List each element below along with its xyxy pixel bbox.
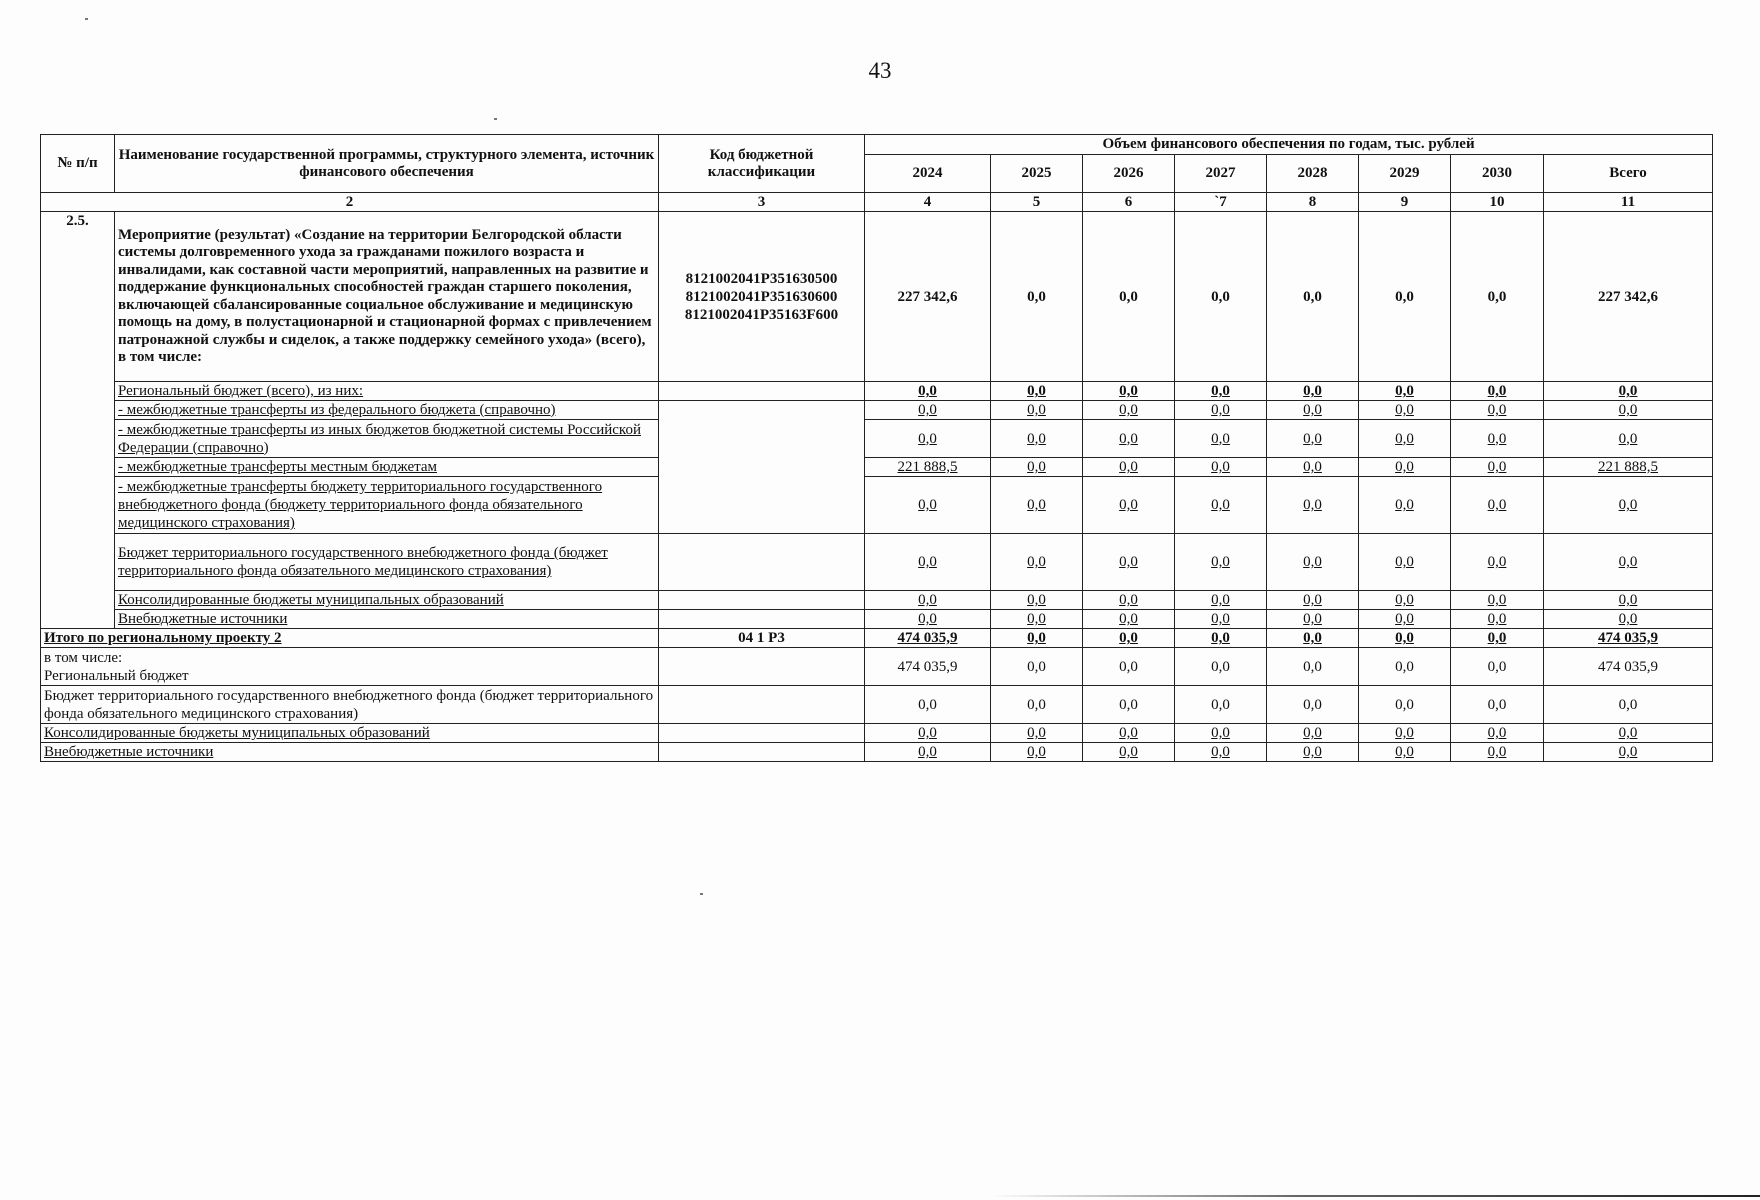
funding-source-row xyxy=(41,610,1713,629)
value-cell: 0,0 xyxy=(1544,610,1713,629)
value-cell: 0,0 xyxy=(1451,458,1544,477)
value-cell: 0,0 xyxy=(1083,648,1175,686)
value-cell: 0,0 xyxy=(1267,458,1359,477)
value-cell: 0,0 xyxy=(865,591,991,610)
value-cell: 0,0 xyxy=(1175,610,1267,629)
value-cell: 0,0 xyxy=(1451,591,1544,610)
value-cell: 0,0 xyxy=(1451,724,1544,743)
header-year: 2025 xyxy=(991,155,1083,193)
funding-source-name: Региональный бюджет (всего), из них: xyxy=(115,382,659,401)
value-cell: 0,0 xyxy=(1359,743,1451,762)
value-cell: 0,0 xyxy=(1359,686,1451,724)
value-cell: 0,0 xyxy=(1175,686,1267,724)
value-cell: 0,0 xyxy=(1175,648,1267,686)
measure-number: 2.5. xyxy=(41,212,115,629)
value-cell: 0,0 xyxy=(991,534,1083,591)
funding-source-row xyxy=(41,534,1713,591)
value-cell: 0,0 xyxy=(991,686,1083,724)
code-cell-empty xyxy=(659,724,865,743)
value-cell: 0,0 xyxy=(1544,724,1713,743)
value-cell: 0,0 xyxy=(1359,648,1451,686)
value-cell: 0,0 xyxy=(1451,610,1544,629)
value-cell: 0,0 xyxy=(1175,420,1267,458)
measure-name: Мероприятие (результат) «Создание на территории Белгородской области системы долговременного ухода за гражданами пожилого возраста и инвалидами, как составной части мероприятий, направленных на развитие и поддержание функциональных способностей граждан старшего поколения, включающей сбалансированные социальное обслуживание и медицинскую помощь на дому, в полустационарной и стационарной формах с привлечением патронажной службы и сиделок, а также поддержку семейного ухода» (всего), в том числе: xyxy=(115,212,659,382)
funding-source-row xyxy=(41,401,1713,420)
column-number: 4 xyxy=(865,193,991,212)
value-cell: 0,0 xyxy=(865,743,991,762)
value-cell: 0,0 xyxy=(1451,743,1544,762)
code-cell-empty xyxy=(659,743,865,762)
value-cell: 0,0 xyxy=(991,420,1083,458)
project-total-source-name xyxy=(41,648,659,686)
value-cell: 0,0 xyxy=(1175,458,1267,477)
value-cell: 0,0 xyxy=(1267,420,1359,458)
value-cell: 0,0 xyxy=(1544,401,1713,420)
value-cell: 0,0 xyxy=(1083,724,1175,743)
source-name-line: в том числе: xyxy=(44,649,123,666)
value-cell: 0,0 xyxy=(1175,401,1267,420)
value-cell: 0,0 xyxy=(865,420,991,458)
value-cell: 0,0 xyxy=(865,382,991,401)
value-cell: 0,0 xyxy=(1359,401,1451,420)
funding-source-row xyxy=(41,458,1713,477)
value-cell: 0,0 xyxy=(991,477,1083,534)
source-name-line: Региональный бюджет xyxy=(44,667,189,684)
value-cell: 0,0 xyxy=(1083,743,1175,762)
value-cell: 0,0 xyxy=(1267,477,1359,534)
column-number: 5 xyxy=(991,193,1083,212)
value-cell: 0,0 xyxy=(1359,477,1451,534)
value-cell: 0,0 xyxy=(1267,648,1359,686)
value-cell: 221 888,5 xyxy=(1544,458,1713,477)
value-cell: 0,0 xyxy=(1267,382,1359,401)
measure-codes xyxy=(659,212,865,382)
value-cell: 0,0 xyxy=(991,610,1083,629)
header-code: Код бюджетной классификации xyxy=(659,135,865,193)
value-cell: 0,0 xyxy=(1083,610,1175,629)
value-cell: 0,0 xyxy=(1175,382,1267,401)
value-cell: 0,0 xyxy=(1267,401,1359,420)
value-cell: 0,0 xyxy=(1083,686,1175,724)
value-cell: 0,0 xyxy=(991,401,1083,420)
value-cell: 0,0 xyxy=(1083,458,1175,477)
funding-source-name: - межбюджетные трансферты бюджету территориального государственного внебюджетного фонда (бюджету территориального фонда обязательного медицинского страхования) xyxy=(115,477,659,534)
value-cell: 0,0 xyxy=(1083,382,1175,401)
value-cell: 227 342,6 xyxy=(865,212,991,382)
value-cell: 0,0 xyxy=(1451,629,1544,648)
project-total-source-name: Бюджет территориального государственного внебюджетного фонда (бюджет территориального фонда обязательного медицинского страхования) xyxy=(41,686,659,724)
value-cell: 0,0 xyxy=(1175,212,1267,382)
code-cell-empty xyxy=(659,610,865,629)
scan-speck xyxy=(700,893,703,895)
value-cell: 0,0 xyxy=(1544,591,1713,610)
value-cell: 0,0 xyxy=(1544,382,1713,401)
column-numbers-row xyxy=(41,193,1713,212)
value-cell: 474 035,9 xyxy=(1544,629,1713,648)
funding-source-name: - межбюджетные трансферты из федерального бюджета (справочно) xyxy=(115,401,659,420)
value-cell: 0,0 xyxy=(991,743,1083,762)
value-cell: 0,0 xyxy=(1451,534,1544,591)
header-year: 2029 xyxy=(1359,155,1451,193)
project-total-source-row xyxy=(41,648,1713,686)
value-cell: 0,0 xyxy=(1267,534,1359,591)
value-cell: 0,0 xyxy=(1544,420,1713,458)
value-cell: 0,0 xyxy=(1544,686,1713,724)
project-total-name: Итого по региональному проекту 2 xyxy=(41,629,659,648)
value-cell: 0,0 xyxy=(991,648,1083,686)
value-cell: 0,0 xyxy=(1451,401,1544,420)
value-cell: 0,0 xyxy=(1544,743,1713,762)
budget-code: 8121002041P351630500 xyxy=(685,270,838,287)
header-year: 2026 xyxy=(1083,155,1175,193)
value-cell: 0,0 xyxy=(991,591,1083,610)
code-cell-empty xyxy=(659,534,865,591)
funding-source-name: - межбюджетные трансферты местным бюджетам xyxy=(115,458,659,477)
value-cell: 0,0 xyxy=(1083,591,1175,610)
value-cell: 0,0 xyxy=(1359,724,1451,743)
value-cell: 0,0 xyxy=(1359,534,1451,591)
value-cell: 0,0 xyxy=(1175,629,1267,648)
value-cell: 0,0 xyxy=(1359,420,1451,458)
value-cell: 0,0 xyxy=(1267,724,1359,743)
value-cell: 0,0 xyxy=(1175,534,1267,591)
header-year: 2028 xyxy=(1267,155,1359,193)
value-cell: 0,0 xyxy=(1175,743,1267,762)
code-cell-empty xyxy=(659,686,865,724)
value-cell: 0,0 xyxy=(1267,743,1359,762)
code-cell-empty xyxy=(659,401,865,534)
funding-source-row xyxy=(41,420,1713,458)
project-total-source-row xyxy=(41,743,1713,762)
column-number: 9 xyxy=(1359,193,1451,212)
value-cell: 0,0 xyxy=(1359,629,1451,648)
header-name: Наименование государственной программы, структурного элемента, источник финансового обеспечения xyxy=(115,135,659,193)
funding-source-row xyxy=(41,591,1713,610)
funding-source-name: - межбюджетные трансферты из иных бюджетов бюджетной системы Российской Федерации (справочно) xyxy=(115,420,659,458)
column-number: 6 xyxy=(1083,193,1175,212)
budget-code: 8121002041P351630600 xyxy=(685,288,838,305)
value-cell: 0,0 xyxy=(991,724,1083,743)
column-number: 2 xyxy=(41,193,659,212)
value-cell: 0,0 xyxy=(1267,212,1359,382)
funding-source-name: Внебюджетные источники xyxy=(115,610,659,629)
value-cell: 0,0 xyxy=(865,534,991,591)
header-total: Всего xyxy=(1544,155,1713,193)
project-total-row xyxy=(41,629,1713,648)
value-cell: 0,0 xyxy=(865,401,991,420)
header-year: 2027 xyxy=(1175,155,1267,193)
scan-speck xyxy=(494,118,497,120)
scan-speck xyxy=(85,18,88,20)
column-number: 10 xyxy=(1451,193,1544,212)
column-number: 11 xyxy=(1544,193,1713,212)
project-total-source-row xyxy=(41,724,1713,743)
project-total-source-row xyxy=(41,686,1713,724)
value-cell: 474 035,9 xyxy=(865,648,991,686)
value-cell: 0,0 xyxy=(1451,212,1544,382)
column-number: 8 xyxy=(1267,193,1359,212)
value-cell: 0,0 xyxy=(1175,591,1267,610)
funding-source-name: Бюджет территориального государственного внебюджетного фонда (бюджет территориального фонда обязательного медицинского страхования) xyxy=(115,534,659,591)
value-cell: 0,0 xyxy=(1359,591,1451,610)
code-cell-empty xyxy=(659,648,865,686)
financing-table xyxy=(40,134,1713,762)
value-cell: 0,0 xyxy=(1083,629,1175,648)
value-cell: 0,0 xyxy=(1359,382,1451,401)
value-cell: 0,0 xyxy=(1083,401,1175,420)
value-cell: 0,0 xyxy=(1359,610,1451,629)
value-cell: 0,0 xyxy=(1451,686,1544,724)
value-cell: 0,0 xyxy=(1083,534,1175,591)
measure-row xyxy=(41,212,1713,382)
value-cell: 0,0 xyxy=(865,477,991,534)
value-cell: 0,0 xyxy=(991,212,1083,382)
funding-source-row xyxy=(41,382,1713,401)
value-cell: 0,0 xyxy=(1267,610,1359,629)
value-cell: 0,0 xyxy=(865,686,991,724)
value-cell: 474 035,9 xyxy=(865,629,991,648)
project-total-source-name: Консолидированные бюджеты муниципальных образований xyxy=(41,724,659,743)
value-cell: 0,0 xyxy=(1359,458,1451,477)
value-cell: 0,0 xyxy=(1544,534,1713,591)
value-cell: 0,0 xyxy=(1359,212,1451,382)
value-cell: 0,0 xyxy=(1175,724,1267,743)
column-number: 3 xyxy=(659,193,865,212)
budget-code: 8121002041P35163F600 xyxy=(684,306,839,323)
header-year: 2024 xyxy=(865,155,991,193)
project-total-source-name: Внебюджетные источники xyxy=(41,743,659,762)
value-cell: 0,0 xyxy=(865,724,991,743)
code-cell-empty xyxy=(659,591,865,610)
value-cell: 0,0 xyxy=(1267,686,1359,724)
funding-source-name: Консолидированные бюджеты муниципальных образований xyxy=(115,591,659,610)
header-year: 2030 xyxy=(1451,155,1544,193)
value-cell: 221 888,5 xyxy=(865,458,991,477)
value-cell: 0,0 xyxy=(1083,212,1175,382)
code-cell-empty xyxy=(659,382,865,401)
column-number: `7 xyxy=(1175,193,1267,212)
value-cell: 0,0 xyxy=(1451,382,1544,401)
project-total-code: 04 1 Р3 xyxy=(659,629,865,648)
value-cell: 0,0 xyxy=(1175,477,1267,534)
value-cell: 0,0 xyxy=(1267,629,1359,648)
value-cell: 0,0 xyxy=(1083,477,1175,534)
header-num: № п/п xyxy=(41,135,115,193)
value-cell: 0,0 xyxy=(1267,591,1359,610)
value-cell: 0,0 xyxy=(991,629,1083,648)
value-cell: 0,0 xyxy=(865,610,991,629)
value-cell: 0,0 xyxy=(1451,648,1544,686)
value-cell: 0,0 xyxy=(1544,477,1713,534)
value-cell: 0,0 xyxy=(991,458,1083,477)
value-cell: 0,0 xyxy=(1451,420,1544,458)
value-cell: 227 342,6 xyxy=(1544,212,1713,382)
value-cell: 0,0 xyxy=(1451,477,1544,534)
funding-source-row xyxy=(41,477,1713,534)
page-number: 43 xyxy=(868,58,892,83)
value-cell: 0,0 xyxy=(1083,420,1175,458)
value-cell: 0,0 xyxy=(991,382,1083,401)
financing-table-wrapper xyxy=(40,134,1712,762)
scan-artifact-line xyxy=(990,1195,1760,1197)
header-funding: Объем финансового обеспечения по годам, тыс. рублей xyxy=(865,135,1713,155)
value-cell: 474 035,9 xyxy=(1544,648,1713,686)
